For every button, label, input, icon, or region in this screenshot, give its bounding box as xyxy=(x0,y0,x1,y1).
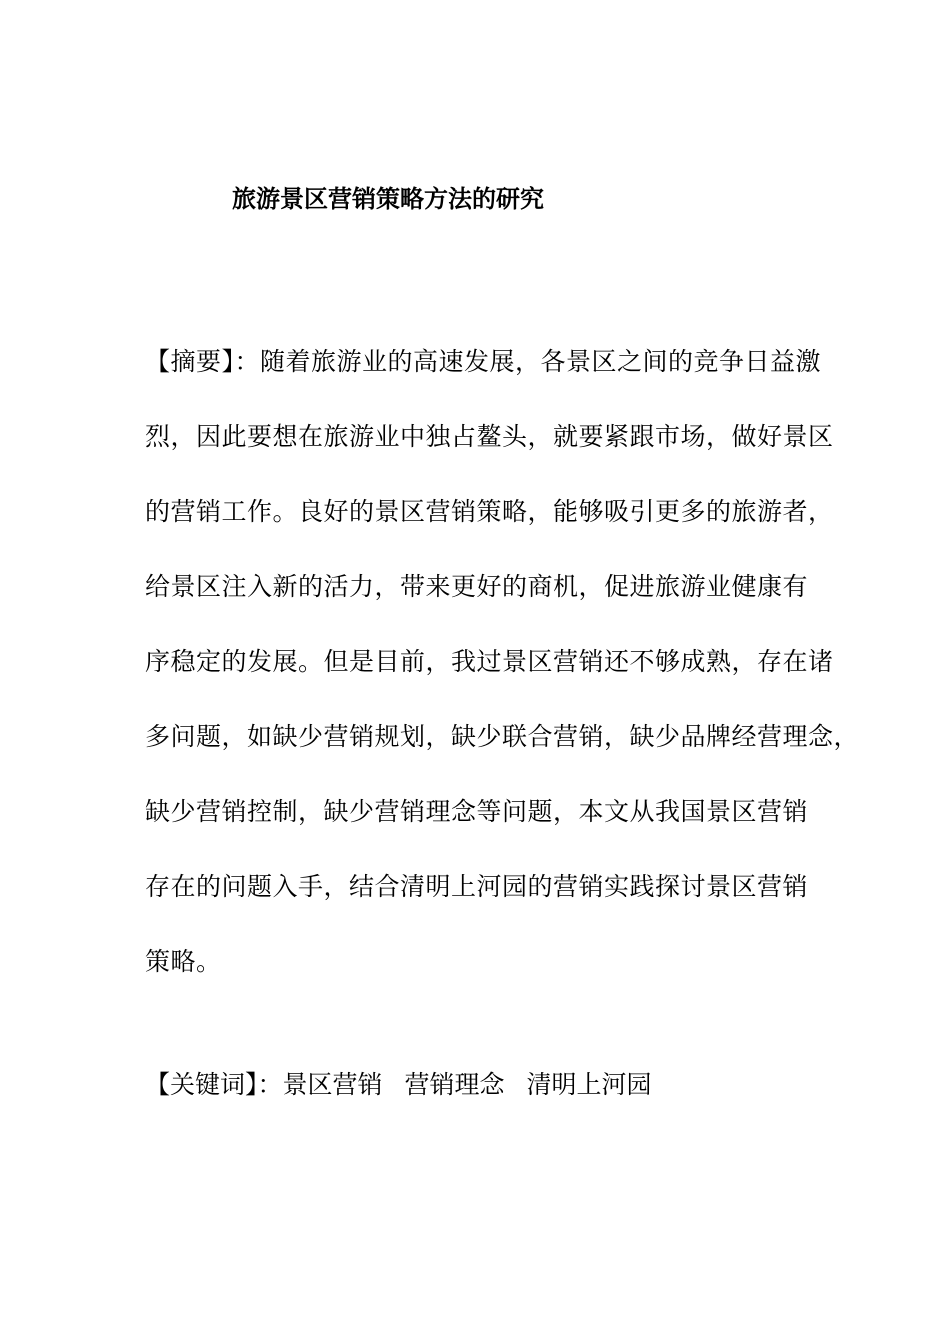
abstract-line: 缺少营销控制，缺少营销理念等问题，本文从我国景区营销 xyxy=(145,797,809,826)
keyword-item: 营销理念 xyxy=(404,1070,505,1099)
abstract-section xyxy=(145,345,860,1020)
abstract-line: 多问题，如缺少营销规划，缺少联合营销，缺少品牌经营理念， xyxy=(145,722,860,751)
abstract-line: 的营销工作。良好的景区营销策略，能够吸引更多的旅游者， xyxy=(145,497,834,526)
abstract-line: 【摘要】：随着旅游业的高速发展，各景区之间的竞争日益激 xyxy=(145,347,822,376)
keyword-item: 景区营销 xyxy=(282,1070,383,1099)
abstract-line: 策略。 xyxy=(145,947,222,976)
abstract-line: 序稳定的发展。但是目前，我过景区营销还不够成熟，存在诸 xyxy=(145,647,834,676)
keywords-section xyxy=(145,1068,652,1102)
abstract-line: 烈，因此要想在旅游业中独占鳌头，就要紧跟市场，做好景区 xyxy=(145,422,834,451)
document-title: 旅游景区营销策略方法的研究 xyxy=(232,185,544,213)
abstract-line: 存在的问题入手，结合清明上河园的营销实践探讨景区营销 xyxy=(145,872,809,901)
keyword-item: 清明上河园 xyxy=(526,1070,652,1099)
abstract-line: 给景区注入新的活力，带来更好的商机，促进旅游业健康有 xyxy=(145,572,809,601)
keywords-label: 【关键词】： xyxy=(145,1070,283,1099)
